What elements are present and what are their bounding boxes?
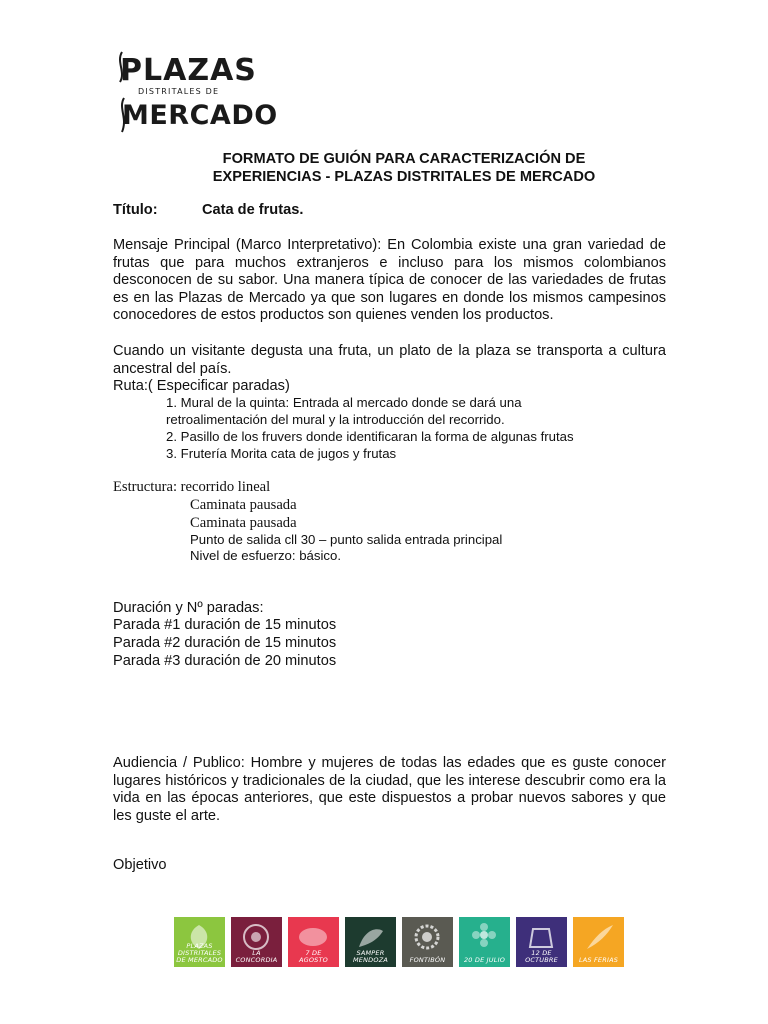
parada-3: Parada #3 duración de 20 minutos [113, 653, 337, 669]
market-logo-label: FONTIBÓN [409, 956, 446, 964]
ruta-item-1: 1. Mural de la quinta: Entrada al mercado donde se dará una [166, 395, 522, 410]
market-logo-label: LAS FERIAS [578, 956, 619, 964]
market-logo-agosto [288, 917, 339, 967]
market-logo-label: PLAZAS DISTRITALES DE MERCADO [176, 942, 223, 964]
footer-market-logos [174, 917, 624, 967]
ruta-item-3: 3. Frutería Morita cata de jugos y frutas [166, 446, 397, 461]
logo-graphic [116, 48, 278, 134]
parada-1: Parada #1 duración de 15 minutos [113, 617, 337, 633]
titulo-label: Título: [113, 202, 158, 218]
market-logo-octubre [516, 917, 567, 967]
nivel-esfuerzo: Nivel de esfuerzo: básico. [190, 548, 341, 563]
market-logo-label: LA CONCORDIA [235, 949, 278, 964]
punto-salida: Punto de salida cll 30 – punto salida entrada principal [190, 532, 503, 547]
logo-text-plazas: PLAZAS [120, 53, 257, 88]
estructura-label: Estructura: recorrido lineal [113, 479, 271, 495]
mensaje-principal: Mensaje Principal (Marco Interpretativo): En Colombia existe una gran variedad de frutas que para muchos extranjeros e incluso para los mismos colombianos desconocen de su sabor. Una manera típica de conocer de las variedades de frutas es en las Plazas de Mercado ya que son lugares en donde los mismos campesinos conocedores de estos productos son quienes venden los productos. [113, 237, 666, 324]
logo-text-distritales: DISTRITALES DE [138, 87, 220, 96]
market-logo-label: 20 DE JULIO [463, 956, 506, 964]
market-logo-label: 7 DE AGOSTO [298, 949, 328, 964]
duracion-heading: Duración y Nº paradas: [113, 600, 264, 616]
estructura-item-1: Caminata pausada [190, 497, 297, 513]
estructura-item-2: Caminata pausada [190, 515, 297, 531]
visitante-paragraph: Cuando un visitante degusta una fruta, un plato de la plaza se transporta a cultura ancestral del país. [113, 343, 666, 377]
audiencia-paragraph: Audiencia / Publico: Hombre y mujeres de todas las edades que es guste conocer lugares históricos y tradicionales de la ciudad, que les interese descubrir como era la vida en las épocas anteriores, que este dispuestos a probar nuevos sabores y que les guste el arte. [113, 755, 666, 824]
doc-title-line2: EXPERIENCIAS - PLAZAS DISTRITALES DE MERCADO [212, 169, 596, 185]
logo-text-mercado: MERCADO [122, 100, 278, 131]
doc-title-line1: FORMATO DE GUIÓN PARA CARACTERIZACIÓN DE [222, 151, 586, 167]
ruta-item-2: 2. Pasillo de los fruvers donde identificaran la forma de algunas frutas [166, 429, 574, 444]
ruta-item-1-cont: retroalimentación del mural y la introducción del recorrido. [166, 412, 505, 427]
market-logo-20-julio [459, 917, 510, 967]
ruta-heading: Ruta:( Especificar paradas) [113, 378, 290, 394]
plazas-mercado-logo [116, 48, 278, 134]
titulo-value: Cata de frutas. [202, 202, 304, 218]
market-logo-concordia [231, 917, 282, 967]
market-logo-plazas [174, 917, 225, 967]
market-logo-fontibon [402, 917, 453, 967]
parada-2: Parada #2 duración de 15 minutos [113, 635, 337, 651]
market-logo-ferias [573, 917, 624, 967]
market-logo-label: SAMPER MENDOZA [353, 949, 388, 964]
objetivo-heading: Objetivo [113, 857, 167, 873]
market-logo-label: 12 DE OCTUBRE [525, 949, 558, 964]
market-logo-samper [345, 917, 396, 967]
